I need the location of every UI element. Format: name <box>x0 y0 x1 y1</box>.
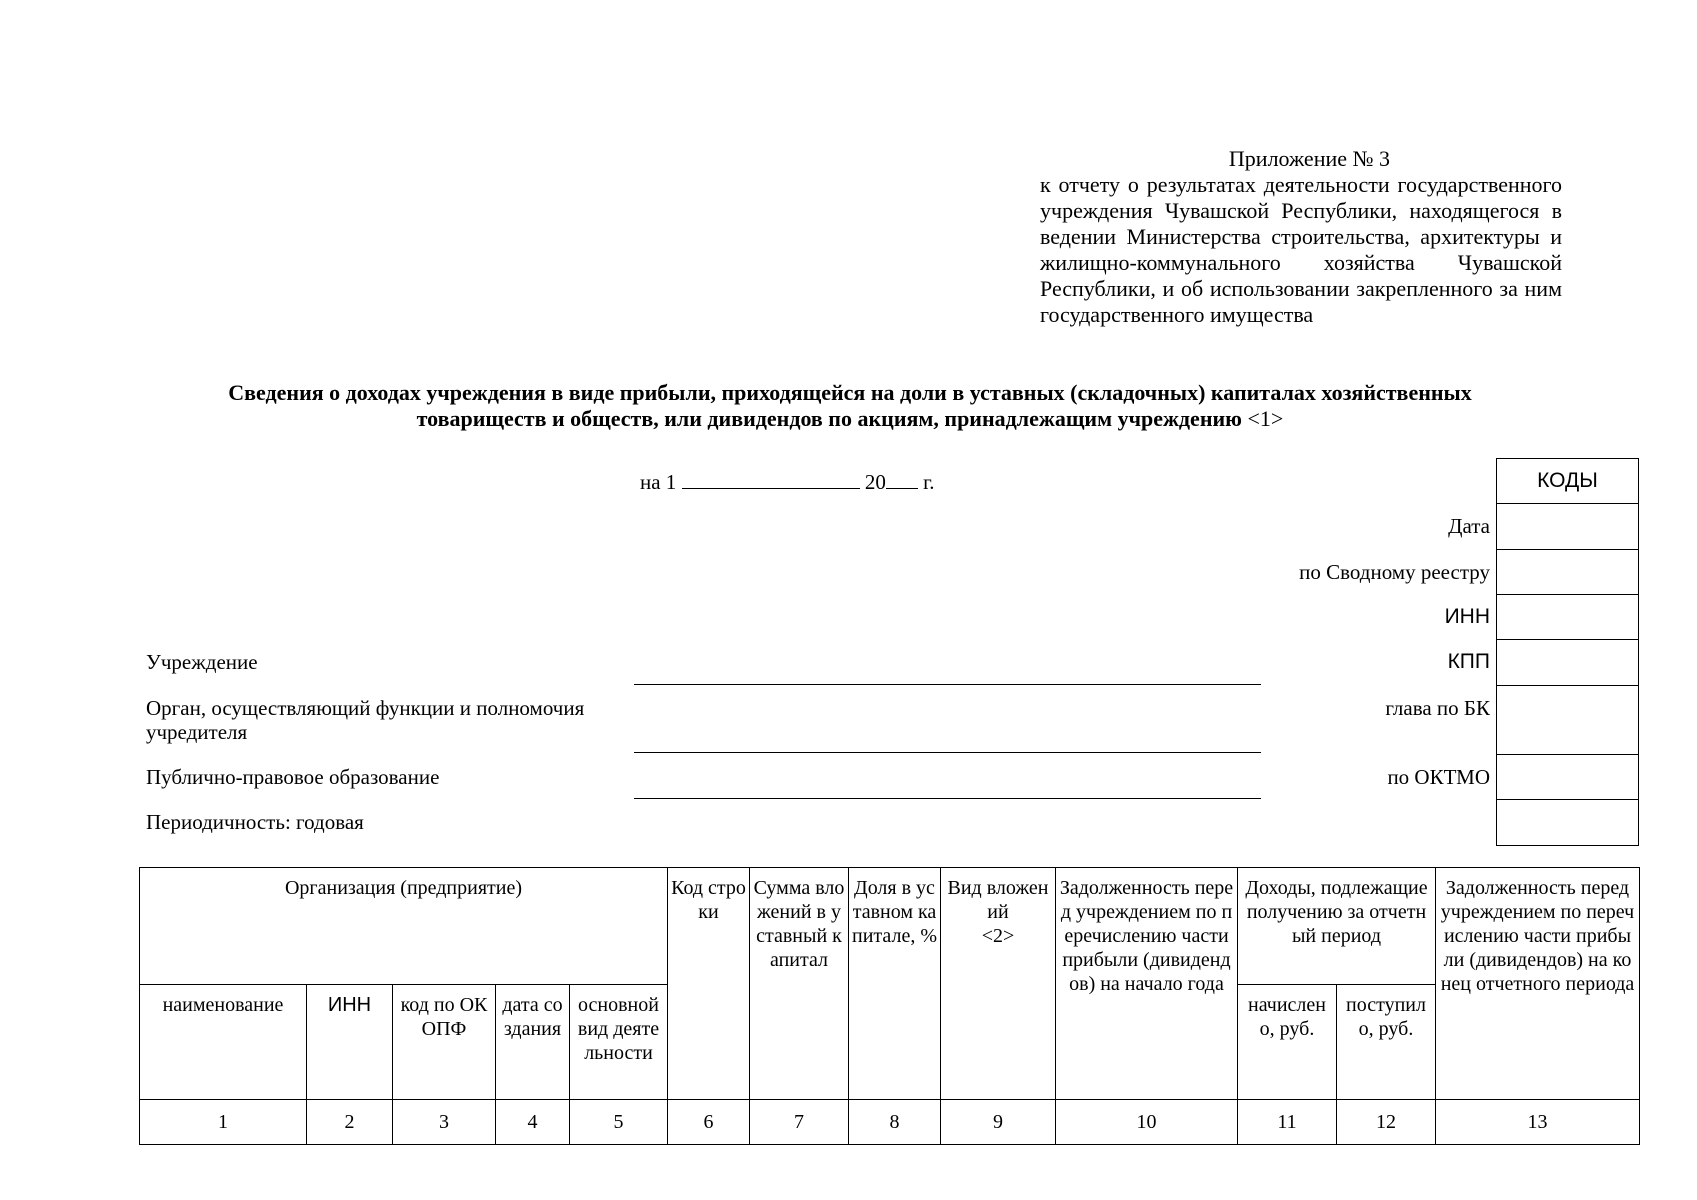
col-number: 11 <box>1238 1100 1337 1145</box>
date-month-blank[interactable] <box>682 468 860 489</box>
col-sum-header: Сумма вложений в уставный капитал <box>750 868 849 1100</box>
col-number: 7 <box>750 1100 849 1145</box>
org-group-header: Организация (предприятие) <box>140 868 668 985</box>
founder-field-line[interactable] <box>634 752 1261 753</box>
appendix-block <box>1040 146 1562 328</box>
income-group-header: Доходы, подлежащие получению за отчетный период <box>1238 868 1436 985</box>
title-text: Сведения о доходах учреждения в виде прибыли, приходящейся на доли в уставных (складочных) капиталах хозяйственных товариществ и обществ, или дивидендов по акциям, принадлежащим учреждению <box>228 380 1472 431</box>
col-debt-end-header: Задолженность перед учреждением по перечислению части прибыли (дивидендов) на конец отчетного периода <box>1436 868 1640 1100</box>
codes-header: КОДЫ <box>1497 459 1639 504</box>
col-code-header: Код строки <box>668 868 750 1100</box>
institution-label: Учреждение <box>146 650 258 674</box>
col-number: 9 <box>941 1100 1056 1145</box>
code-cell-date[interactable] <box>1497 504 1639 550</box>
col-debt-start-header: Задолженность перед учреждением по перечислению части прибыли (дивидендов) на начало года <box>1056 868 1238 1100</box>
col-inn-header: ИНН <box>307 985 393 1100</box>
col-okopf-header: код по ОКОПФ <box>393 985 496 1100</box>
codes-table <box>1496 458 1639 846</box>
document-title <box>180 380 1520 432</box>
public-entity-field-line[interactable] <box>634 798 1261 799</box>
code-label-bk: глава по БК <box>1385 696 1490 720</box>
code-cell-inn[interactable] <box>1497 595 1639 640</box>
col-type-header <box>941 868 1056 1100</box>
col-number: 13 <box>1436 1100 1640 1145</box>
code-label-inn: ИНН <box>1444 605 1490 628</box>
date-year-blank[interactable] <box>886 468 918 489</box>
date-year-prefix: 20 <box>864 470 886 494</box>
institution-field-line[interactable] <box>634 684 1261 685</box>
col-number: 5 <box>570 1100 668 1145</box>
code-cell-registry[interactable] <box>1497 550 1639 595</box>
code-label-oktmo: по ОКТМО <box>1387 765 1490 789</box>
col-number: 8 <box>849 1100 941 1145</box>
report-date-line <box>640 468 935 495</box>
col-number: 3 <box>393 1100 496 1145</box>
founder-label: Орган, осуществляющий функции и полномочия учредителя <box>146 696 585 744</box>
code-label-registry: по Сводному реестру <box>1299 560 1490 584</box>
income-table <box>139 867 1640 1145</box>
col-number: 1 <box>140 1100 307 1145</box>
public-entity-label: Публично-правовое образование <box>146 765 440 789</box>
title-footnote-ref: <1> <box>1247 406 1284 431</box>
code-cell-oktmo[interactable] <box>1497 755 1639 800</box>
date-prefix: на 1 <box>640 470 677 494</box>
col-name-header: наименование <box>140 985 307 1100</box>
col-activity-header: основной вид деятельности <box>570 985 668 1100</box>
appendix-number: Приложение № 3 <box>1228 146 1390 171</box>
code-cell-bk[interactable] <box>1497 686 1639 755</box>
code-cell-extra[interactable] <box>1497 800 1639 846</box>
col-type-ref: <2> <box>981 925 1015 947</box>
col-number: 2 <box>307 1100 393 1145</box>
col-share-header: Доля в уставном капитале, % <box>849 868 941 1100</box>
col-number: 12 <box>1337 1100 1436 1145</box>
col-accrued-header: начислено, руб. <box>1238 985 1337 1100</box>
col-number: 4 <box>496 1100 570 1145</box>
code-label-date: Дата <box>1448 514 1490 538</box>
code-cell-kpp[interactable] <box>1497 640 1639 686</box>
date-suffix: г. <box>923 470 935 494</box>
col-created-header: дата создания <box>496 985 570 1100</box>
periodicity-label: Периодичность: годовая <box>146 810 364 834</box>
code-label-kpp: КПП <box>1447 650 1490 673</box>
col-number: 10 <box>1056 1100 1238 1145</box>
col-number: 6 <box>668 1100 750 1145</box>
col-type-label: Вид вложений <box>947 877 1049 923</box>
appendix-text: к отчету о результатах деятельности государственного учреждения Чувашской Республики, находящегося в ведении Министерства строительства, архитектуры и жилищно-коммунального хозяйства Чувашской Республики, и об использовании закрепленного за ним государственного имущества <box>1040 172 1562 327</box>
col-received-header: поступило, руб. <box>1337 985 1436 1100</box>
